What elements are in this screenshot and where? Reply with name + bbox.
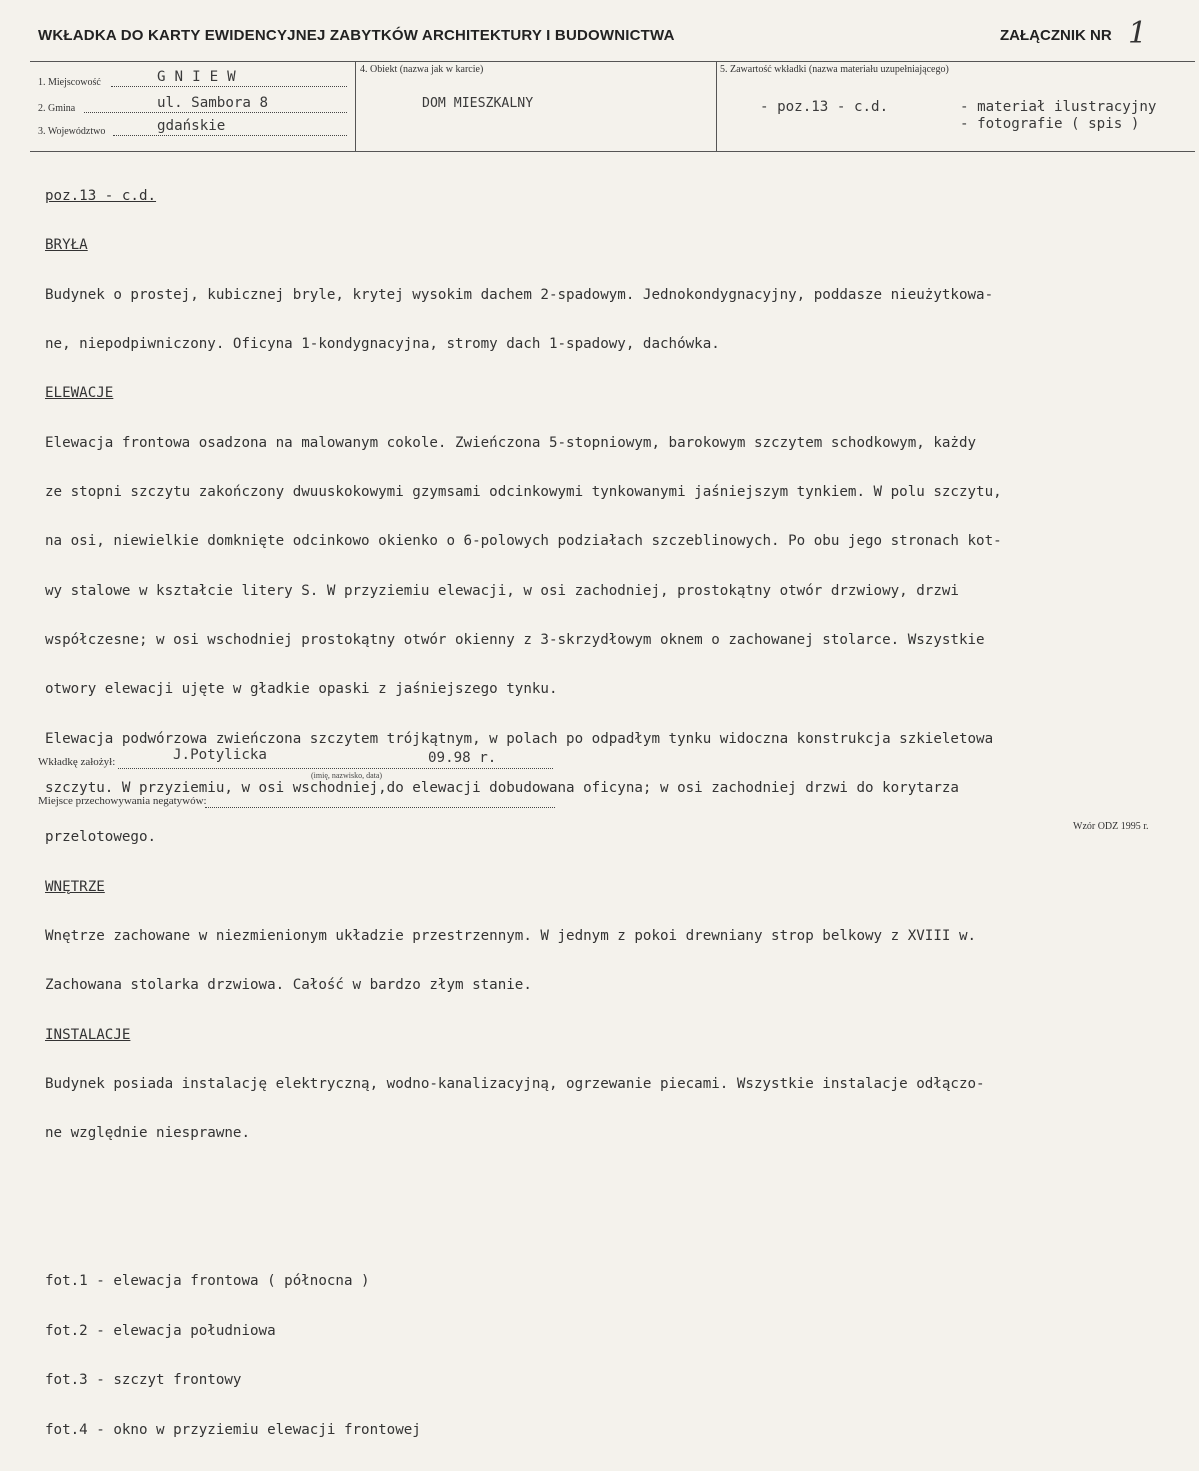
- locality-line: [111, 86, 347, 87]
- text-line: ne, niepodpiwniczony. Oficyna 1-kondygnacyjna, stromy dach 1-spadowy, dachówka.: [45, 335, 720, 352]
- municipality-line: [84, 112, 347, 113]
- date-value: 09.98 r.: [428, 750, 497, 766]
- document-title: WKŁADKA DO KARTY EWIDENCYJNEJ ZABYTKÓW ARCHITEKTURY I BUDOWNICTWA: [38, 27, 675, 44]
- annex-label: ZAŁĄCZNIK NR: [1000, 27, 1112, 44]
- negatives-label: Miejsce przechowywania negatywów:: [38, 795, 207, 807]
- frame-middle-rule: [30, 151, 1195, 152]
- frame-divider-left: [355, 61, 356, 151]
- object-label: 4. Obiekt (nazwa jak w karcie): [360, 64, 484, 75]
- object-value: DOM MIESZKALNY: [422, 96, 534, 111]
- photo-list-item: fot.3 - szczyt frontowy: [45, 1372, 242, 1389]
- text-line: Budynek posiada instalację elektryczną, wodno-kanalizacyjną, ogrzewanie piecami. Wszystkie instalacje odłączo-: [45, 1076, 985, 1093]
- author-value: J.Potylicka: [173, 747, 267, 763]
- section-heading-elewacje: ELEWACJE: [45, 385, 114, 402]
- locality-label: 1. Miejscowość: [38, 77, 101, 88]
- template-version: Wzór ODZ 1995 r.: [1073, 821, 1149, 832]
- frame-top-rule: [30, 61, 1195, 62]
- description-body: [45, 155, 1195, 1471]
- text-line: współczesne; w osi wschodniej prostokątny otwór okienny z 3-skrzydłowym oknem o zachowanej stolarce. Wszystkie: [45, 632, 985, 648]
- photo-list-item: fot.2 - elewacja południowa: [45, 1322, 276, 1339]
- annex-number: 1: [1128, 16, 1148, 51]
- text-line: Zachowana stolarka drzwiowa. Całość w bardzo złym stanie.: [45, 977, 532, 994]
- content-label: 5. Zawartość wkładki (nazwa materiału uzupełniającego): [720, 64, 949, 75]
- section-heading-bryla: BRYŁA: [45, 237, 88, 254]
- locality-value: GNIEW: [157, 69, 245, 85]
- voivodeship-line: [113, 135, 347, 136]
- text-line: otwory elewacji ujęte w gładkie opaski z jaśniejszego tynku.: [45, 681, 558, 698]
- text-line: szczytu. W przyziemiu, w osi wschodniej,do elewacji dobudowana oficyna; w osi zachodniej drzwi do korytarza: [45, 780, 959, 797]
- reference-line: poz.13 - c.d.: [45, 187, 157, 204]
- frame-divider-right: [716, 61, 717, 151]
- voivodeship-label: 3. Województwo: [38, 126, 106, 137]
- content-item-illustrations: - materiał ilustracyjny: [960, 99, 1157, 115]
- section-heading-instalacje: INSTALACJE: [45, 1026, 131, 1043]
- text-line: ze stopni szczytu zakończony dwuuskokowymi gzymsami odcinkowymi tynkowanymi jaśniejszym tynkiem. W polu szczytu,: [45, 483, 1002, 500]
- text-line: wy stalowe w kształcie litery S. W przyziemiu elewacji, w osi zachodniej, prostokątny otwór drzwiowy, drzwi: [45, 582, 959, 599]
- text-line: Budynek o prostej, kubicznej bryle, krytej wysokim dachem 2-spadowym. Jednokondygnacyjny, poddasze nieużytkowa-: [45, 286, 994, 303]
- section-heading-wnetrze: WNĘTRZE: [45, 878, 105, 895]
- text-line: Wnętrze zachowane w niezmienionym układzie przestrzennym. W jednym z pokoi drewniany strop belkowy z XVIII w.: [45, 928, 977, 945]
- author-hint: (imię, nazwisko, data): [311, 771, 383, 780]
- text-line: przelotowego.: [45, 829, 157, 846]
- text-line: Elewacja frontowa osadzona na malowanym cokole. Zwieńczona 5-stopniowym, barokowym szczytem schodkowym, każdy: [45, 434, 977, 451]
- photo-list-item: fot.1 - elewacja frontowa ( północna ): [45, 1273, 370, 1290]
- negatives-line: [205, 807, 555, 808]
- text-line: na osi, niewielkie domknięte odcinkowo okienko o 6-polowych podziałach szczeblinowych. Po obu jego stronach kot-: [45, 533, 1002, 550]
- municipality-label: 2. Gmina: [38, 103, 76, 114]
- voivodeship-value: gdańskie: [157, 118, 226, 134]
- author-label: Wkładkę założył:: [38, 756, 116, 768]
- municipality-value: ul. Sambora 8: [157, 95, 269, 111]
- text-line: Elewacja podwórzowa zwieńczona szczytem trójkątnym, w polach po odpadłym tynku widoczna konstrukcja szkieletowa: [45, 730, 994, 747]
- author-line: [118, 768, 553, 769]
- text-line: ne względnie niesprawne.: [45, 1125, 250, 1142]
- content-ref: - poz.13 - c.d.: [760, 99, 889, 115]
- photo-list-item: fot.4 - okno w przyziemiu elewacji frontowej: [45, 1421, 421, 1438]
- content-item-photos: - fotografie ( spis ): [960, 116, 1140, 132]
